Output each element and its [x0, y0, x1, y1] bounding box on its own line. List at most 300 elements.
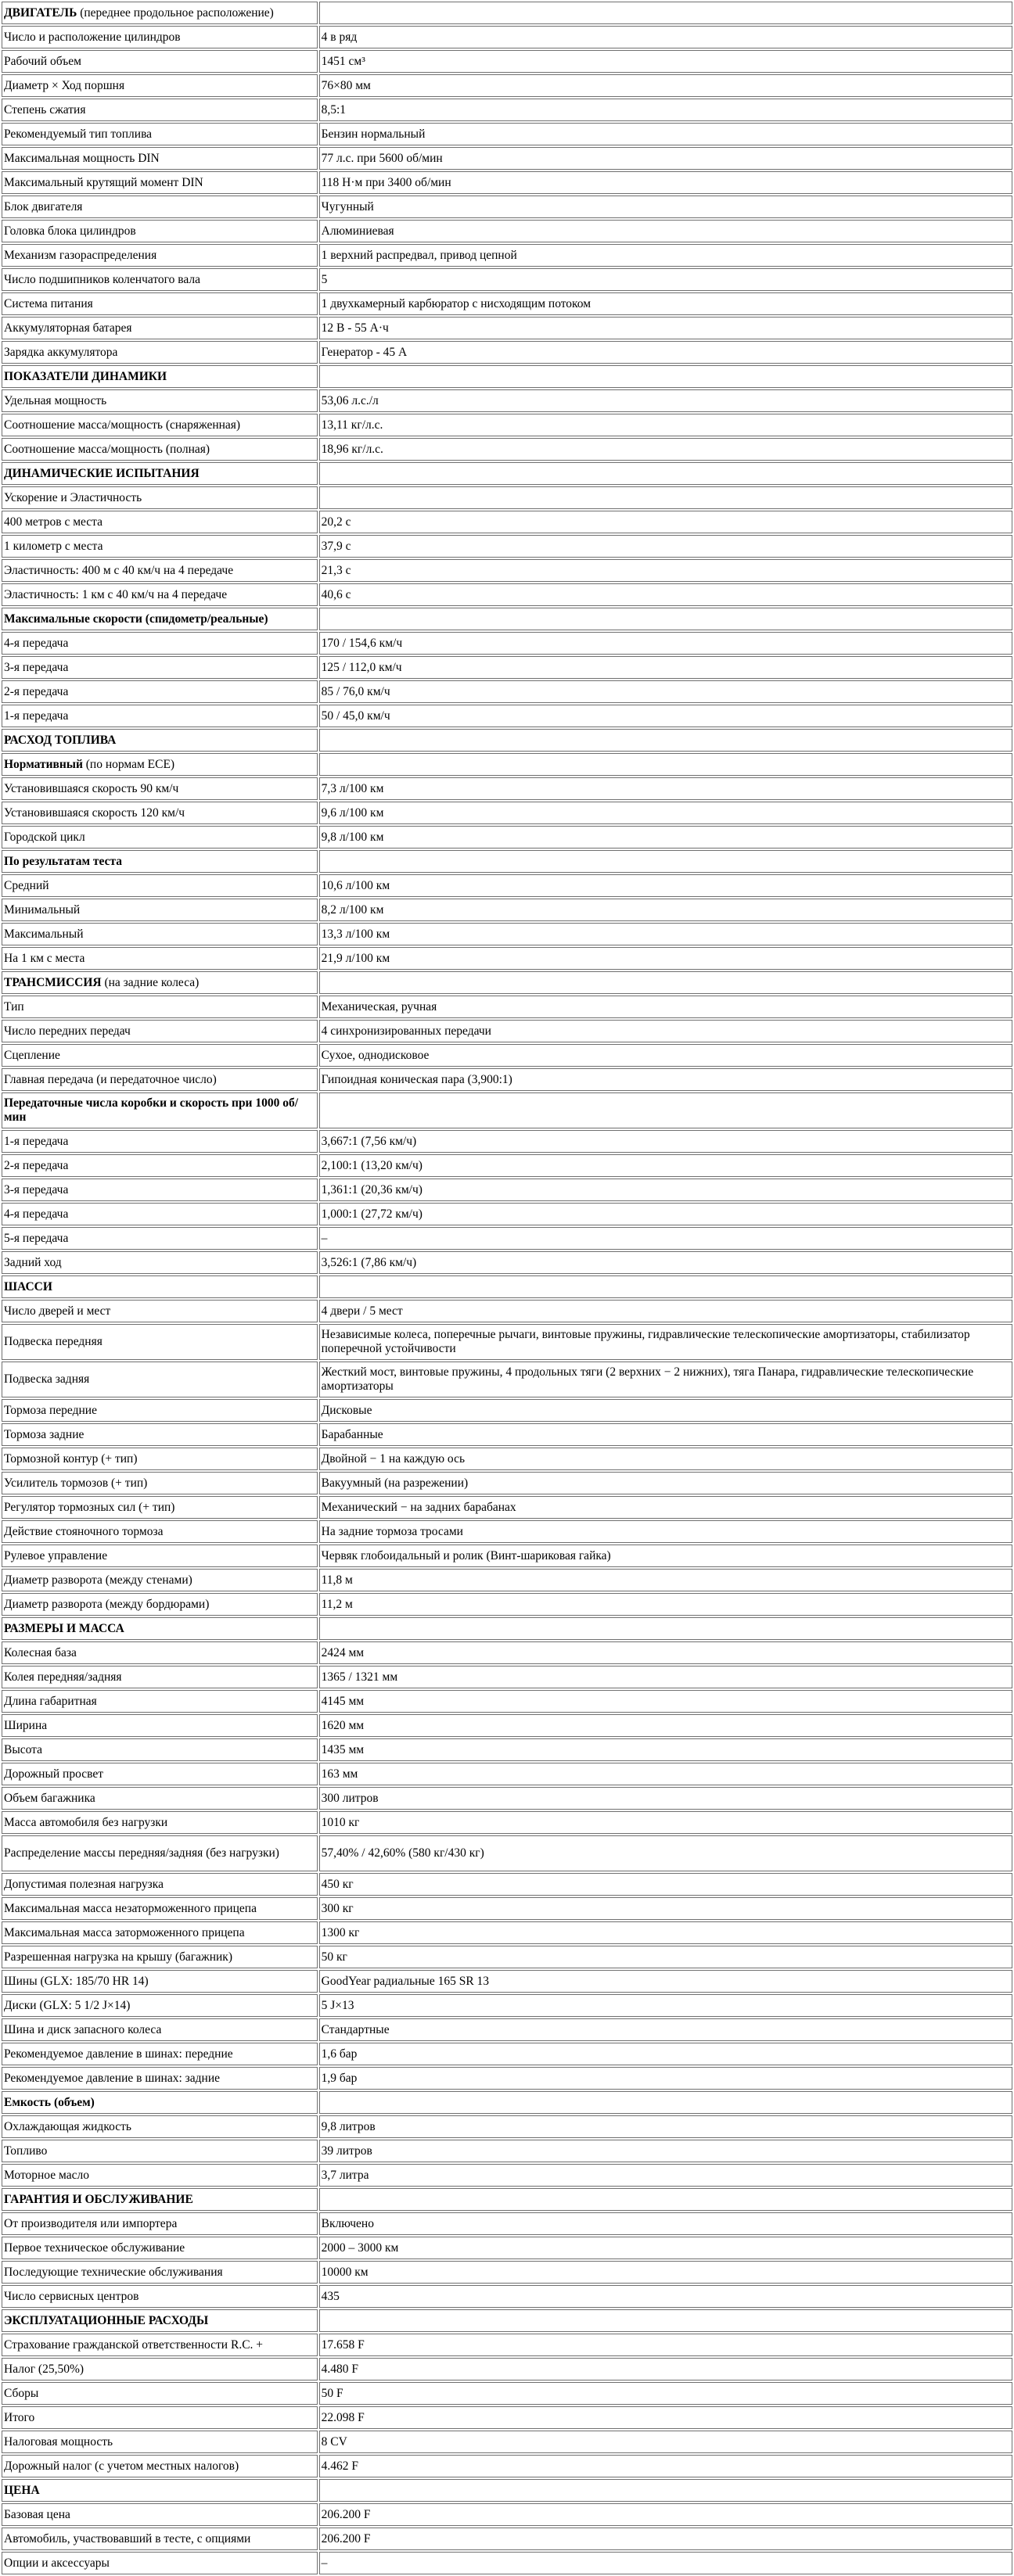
spec-value: 9,8 л/100 км [319, 826, 1012, 849]
spec-value: 4.480 F [319, 2358, 1012, 2380]
spec-value: 1,361:1 (20,36 км/ч) [319, 1179, 1012, 1201]
section-header-row [2, 2309, 1012, 2332]
spec-label: 1 километр с места [2, 535, 318, 558]
section-header-row [2, 850, 1012, 873]
spec-label: Дорожный налог (с учетом местных налогов) [2, 2455, 318, 2477]
spec-label: Сборы [2, 2382, 318, 2405]
spec-row [2, 1946, 1012, 1968]
section-title: Передаточные числа коробки и скорость при 1000 об/мин [4, 1096, 299, 1124]
spec-value: 2,100:1 (13,20 км/ч) [319, 1154, 1012, 1177]
spec-value: 450 кг [319, 1873, 1012, 1896]
spec-row [2, 244, 1012, 267]
spec-row [2, 923, 1012, 945]
spec-label: Налог (25,50%) [2, 2358, 318, 2380]
spec-row [2, 1714, 1012, 1737]
spec-label: 400 метров с места [2, 511, 318, 533]
spec-value: 4.462 F [319, 2455, 1012, 2477]
spec-label: Средний [2, 874, 318, 897]
spec-row [2, 99, 1012, 121]
spec-value: 18,96 кг/л.с. [319, 438, 1012, 461]
spec-value: 57,40% / 42,60% (580 кг/430 кг) [319, 1835, 1012, 1871]
spec-label: Последующие технические обслуживания [2, 2261, 318, 2284]
spec-label: Итого [2, 2406, 318, 2429]
spec-row [2, 220, 1012, 242]
spec-label: 2-я передача [2, 1154, 318, 1177]
section-empty-cell [319, 1617, 1012, 1640]
spec-row [2, 2431, 1012, 2453]
spec-row [2, 1873, 1012, 1896]
spec-value: 1620 мм [319, 1714, 1012, 1737]
spec-row [2, 705, 1012, 727]
spec-label: Число сервисных центров [2, 2285, 318, 2308]
spec-row [2, 2140, 1012, 2162]
spec-label: Топливо [2, 2140, 318, 2162]
spec-label: Максимальный крутящий момент DIN [2, 171, 318, 194]
spec-row [2, 1921, 1012, 1944]
section-header-cell [2, 2, 318, 24]
spec-label: Установившаяся скорость 90 км/ч [2, 777, 318, 800]
spec-label: 3-я передача [2, 1179, 318, 1201]
spec-label: Базовая цена [2, 2503, 318, 2526]
spec-value: 11,8 м [319, 1569, 1012, 1591]
spec-row [2, 2067, 1012, 2090]
spec-label: Удельная мощность [2, 389, 318, 412]
section-header-row [2, 1092, 1012, 1128]
spec-row [2, 1666, 1012, 1688]
spec-value: 7,3 л/100 км [319, 777, 1012, 800]
section-empty-cell [319, 753, 1012, 776]
spec-row [2, 826, 1012, 849]
spec-value: Стандартные [319, 2018, 1012, 2041]
section-header-cell [2, 1275, 318, 1298]
spec-label: Диаметр разворота (между бордюрами) [2, 1593, 318, 1616]
spec-row [2, 777, 1012, 800]
section-title: Емкость (объем) [4, 2095, 95, 2109]
spec-row [2, 2261, 1012, 2284]
spec-value: Сухое, однодисковое [319, 1044, 1012, 1067]
spec-value: 4145 мм [319, 1690, 1012, 1713]
spec-value: 300 кг [319, 1897, 1012, 1920]
spec-row [2, 1324, 1012, 1360]
spec-value: GoodYear радиальные 165 SR 13 [319, 1970, 1012, 1993]
spec-value: Генератор - 45 А [319, 341, 1012, 364]
spec-value: 5 [319, 268, 1012, 291]
spec-value: 8,5:1 [319, 99, 1012, 121]
spec-label: Регулятор тормозных сил (+ тип) [2, 1496, 318, 1519]
spec-row [2, 2382, 1012, 2405]
spec-row [2, 74, 1012, 97]
spec-row [2, 1787, 1012, 1810]
spec-row [2, 899, 1012, 921]
spec-label: Налоговая мощность [2, 2431, 318, 2453]
spec-value: Двойной − 1 на каждую ось [319, 1448, 1012, 1470]
spec-value: Гипоидная коническая пара (3,900:1) [319, 1068, 1012, 1091]
spec-label: Тормоза задние [2, 1423, 318, 1446]
section-header-row [2, 2188, 1012, 2211]
spec-value: Барабанные [319, 1423, 1012, 1446]
section-empty-cell [319, 365, 1012, 388]
spec-value: 2000 – 3000 км [319, 2237, 1012, 2259]
spec-label: Степень сжатия [2, 99, 318, 121]
spec-label: Диаметр × Ход поршня [2, 74, 318, 97]
spec-value: Бензин нормальный [319, 123, 1012, 145]
section-title: ЦЕНА [4, 2483, 40, 2497]
spec-row [2, 632, 1012, 655]
spec-row [2, 1130, 1012, 1153]
spec-row [2, 1994, 1012, 2017]
spec-row [2, 1835, 1012, 1871]
spec-label: Городской цикл [2, 826, 318, 849]
spec-value: 3,7 литра [319, 2164, 1012, 2187]
spec-label: Тормоза передние [2, 1399, 318, 1422]
spec-row [2, 1496, 1012, 1519]
spec-row [2, 2212, 1012, 2235]
section-empty-cell [319, 850, 1012, 873]
spec-row [2, 1569, 1012, 1591]
spec-value: 2424 мм [319, 1641, 1012, 1664]
spec-label: Главная передача (и передаточное число) [2, 1068, 318, 1091]
spec-label: От производителя или импортера [2, 2212, 318, 2235]
spec-row [2, 2237, 1012, 2259]
spec-value: Вакуумный (на разрежении) [319, 1472, 1012, 1494]
spec-value: Механический − на задних барабанах [319, 1496, 1012, 1519]
section-header-cell [2, 462, 318, 485]
spec-value: На задние тормоза тросами [319, 1520, 1012, 1543]
section-header-row [2, 2091, 1012, 2114]
spec-value: 13,11 кг/л.с. [319, 414, 1012, 436]
spec-row [2, 2285, 1012, 2308]
spec-row [2, 1044, 1012, 1067]
spec-label: 1-я передача [2, 1130, 318, 1153]
section-header-cell [2, 2309, 318, 2332]
spec-label: Шины (GLX: 185/70 HR 14) [2, 1970, 318, 1993]
spec-label: Эластичность: 400 м с 40 км/ч на 4 передаче [2, 559, 318, 582]
spec-label: 3-я передача [2, 656, 318, 679]
spec-row [2, 583, 1012, 606]
spec-label: Высота [2, 1738, 318, 1761]
spec-value: 3,667:1 (7,56 км/ч) [319, 1130, 1012, 1153]
section-header-cell [2, 365, 318, 388]
section-empty-cell [319, 2479, 1012, 2502]
spec-row [2, 1179, 1012, 1201]
spec-value: 20,2 с [319, 511, 1012, 533]
spec-row [2, 874, 1012, 897]
spec-label: Механизм газораспределения [2, 244, 318, 267]
spec-label: Рекомендуемое давление в шинах: задние [2, 2067, 318, 2090]
spec-label: 4-я передача [2, 632, 318, 655]
spec-value: 170 / 154,6 км/ч [319, 632, 1012, 655]
spec-label: Число передних передач [2, 1020, 318, 1042]
spec-row [2, 389, 1012, 412]
section-title: ШАССИ [4, 1279, 52, 1293]
spec-value: 21,3 с [319, 559, 1012, 582]
spec-value: 4 синхронизированных передачи [319, 1020, 1012, 1042]
spec-row [2, 2528, 1012, 2550]
section-header-cell [2, 971, 318, 994]
spec-value: 13,3 л/100 км [319, 923, 1012, 945]
section-header-cell [2, 850, 318, 873]
spec-value: 11,2 м [319, 1593, 1012, 1616]
spec-label: Минимальный [2, 899, 318, 921]
section-empty-cell [319, 2309, 1012, 2332]
spec-label: Страхование гражданской ответственности R.C. + [2, 2334, 318, 2356]
section-title: РАЗМЕРЫ И МАССА [4, 1621, 124, 1635]
spec-label: Тип [2, 996, 318, 1018]
section-empty-cell [319, 2091, 1012, 2114]
spec-value: 17.658 F [319, 2334, 1012, 2356]
spec-label: 2-я передача [2, 680, 318, 703]
section-header-cell [2, 2479, 318, 2502]
spec-row [2, 50, 1012, 73]
spec-row [2, 196, 1012, 218]
section-header-row [2, 2479, 1012, 2502]
section-title: Нормативный [4, 757, 83, 771]
spec-row [2, 1811, 1012, 1834]
spec-value: 77 л.с. при 5600 об/мин [319, 147, 1012, 170]
spec-row [2, 123, 1012, 145]
spec-row [2, 1020, 1012, 1042]
section-empty-cell [319, 2188, 1012, 2211]
spec-label: Колея передняя/задняя [2, 1666, 318, 1688]
spec-value: 1365 / 1321 мм [319, 1666, 1012, 1688]
spec-row [2, 2018, 1012, 2041]
spec-row [2, 268, 1012, 291]
spec-row [2, 2455, 1012, 2477]
section-header-row [2, 753, 1012, 776]
spec-value: 50 кг [319, 1946, 1012, 1968]
spec-row [2, 1203, 1012, 1225]
specifications-body [2, 2, 1012, 2574]
spec-value: 22.098 F [319, 2406, 1012, 2429]
spec-row [2, 1068, 1012, 1091]
section-header-row [2, 1617, 1012, 1640]
spec-row [2, 1763, 1012, 1785]
spec-value: 9,6 л/100 км [319, 802, 1012, 824]
spec-value: Независимые колеса, поперечные рычаги, винтовые пружины, гидравлические телескопические амортизаторы, стабилизатор поперечной устойчивости [319, 1324, 1012, 1360]
spec-row [2, 2503, 1012, 2526]
section-header-cell [2, 1617, 318, 1640]
spec-value: 12 В - 55 А·ч [319, 317, 1012, 339]
spec-row [2, 171, 1012, 194]
spec-value: 21,9 л/100 км [319, 947, 1012, 970]
section-title: ТРАНСМИССИЯ [4, 975, 102, 989]
section-header-cell [2, 729, 318, 752]
spec-label: Сцепление [2, 1044, 318, 1067]
spec-value: 50 / 45,0 км/ч [319, 705, 1012, 727]
spec-row [2, 1154, 1012, 1177]
spec-value: 3,526:1 (7,86 км/ч) [319, 1251, 1012, 1274]
spec-label: Тормозной контур (+ тип) [2, 1448, 318, 1470]
section-title: ДВИГАТЕЛЬ [4, 5, 77, 20]
spec-label: 5-я передача [2, 1227, 318, 1250]
spec-label: Диаметр разворота (между стенами) [2, 1569, 318, 1591]
spec-label: Диски (GLX: 5 1/2 J×14) [2, 1994, 318, 2017]
spec-value: 163 мм [319, 1763, 1012, 1785]
spec-label: Шина и диск запасного колеса [2, 2018, 318, 2041]
spec-row [2, 1472, 1012, 1494]
spec-value: 9,8 литров [319, 2115, 1012, 2138]
spec-value: 50 F [319, 2382, 1012, 2405]
section-title: РАСХОД ТОПЛИВА [4, 733, 117, 747]
spec-label: Дорожный просвет [2, 1763, 318, 1785]
section-empty-cell [319, 2, 1012, 24]
section-note: (на задние колеса) [101, 975, 200, 989]
section-header-row [2, 729, 1012, 752]
spec-row [2, 2043, 1012, 2065]
section-header-row [2, 608, 1012, 630]
section-header-cell [2, 2188, 318, 2211]
spec-label: Допустимая полезная нагрузка [2, 1873, 318, 1896]
spec-label: Аккумуляторная батарея [2, 317, 318, 339]
spec-value: 435 [319, 2285, 1012, 2308]
spec-label: Рекомендуемый тип топлива [2, 123, 318, 145]
spec-value: Чугунный [319, 196, 1012, 218]
spec-label: Автомобиль, участвовавший в тесте, с опциями [2, 2528, 318, 2550]
spec-row [2, 1251, 1012, 1274]
section-header-row [2, 365, 1012, 388]
spec-row [2, 2164, 1012, 2187]
spec-row [2, 1641, 1012, 1664]
spec-row [2, 2406, 1012, 2429]
spec-row [2, 559, 1012, 582]
spec-label: Действие стояночного тормоза [2, 1520, 318, 1543]
spec-value: 10,6 л/100 км [319, 874, 1012, 897]
section-empty-cell [319, 729, 1012, 752]
spec-label: Ускорение и Эластичность [2, 486, 318, 509]
spec-label: Головка блока цилиндров [2, 220, 318, 242]
spec-row [2, 802, 1012, 824]
spec-row [2, 535, 1012, 558]
spec-value: 85 / 76,0 км/ч [319, 680, 1012, 703]
spec-label: Эластичность: 1 км с 40 км/ч на 4 передаче [2, 583, 318, 606]
spec-label: Длина габаритная [2, 1690, 318, 1713]
spec-row [2, 414, 1012, 436]
spec-label: Рабочий объем [2, 50, 318, 73]
spec-row [2, 438, 1012, 461]
spec-row [2, 2334, 1012, 2356]
section-empty-cell [319, 1275, 1012, 1298]
spec-label: На 1 км с места [2, 947, 318, 970]
spec-label: Максимальная мощность DIN [2, 147, 318, 170]
spec-row [2, 1399, 1012, 1422]
spec-value: 5 J×13 [319, 1994, 1012, 2017]
spec-value: 1,9 бар [319, 2067, 1012, 2090]
section-empty-cell [319, 971, 1012, 994]
spec-row [2, 1897, 1012, 1920]
spec-label: Система питания [2, 292, 318, 315]
spec-value: 1 верхний распредвал, привод цепной [319, 244, 1012, 267]
spec-value: 40,6 с [319, 583, 1012, 606]
spec-label: Распределение массы передняя/задняя (без нагрузки) [2, 1835, 318, 1871]
spec-row [2, 511, 1012, 533]
spec-label: 4-я передача [2, 1203, 318, 1225]
spec-value: 1451 см³ [319, 50, 1012, 73]
section-empty-cell [319, 462, 1012, 485]
spec-row [2, 1593, 1012, 1616]
spec-value: 1,6 бар [319, 2043, 1012, 2065]
section-header-row [2, 971, 1012, 994]
spec-value: 125 / 112,0 км/ч [319, 656, 1012, 679]
section-title: По результатам теста [4, 854, 123, 868]
spec-value: 1,000:1 (27,72 км/ч) [319, 1203, 1012, 1225]
spec-row [2, 680, 1012, 703]
spec-value: 1435 мм [319, 1738, 1012, 1761]
spec-label: Масса автомобиля без нагрузки [2, 1811, 318, 1834]
spec-row [2, 26, 1012, 48]
spec-value: Включено [319, 2212, 1012, 2235]
spec-value: 300 литров [319, 1787, 1012, 1810]
spec-value: Червяк глобоидальный и ролик (Винт-шариковая гайка) [319, 1545, 1012, 1567]
spec-value: 10000 км [319, 2261, 1012, 2284]
section-header-cell [2, 1092, 318, 1128]
spec-label: Максимальный [2, 923, 318, 945]
spec-row [2, 317, 1012, 339]
spec-row [2, 996, 1012, 1018]
spec-value: – [319, 2552, 1012, 2574]
spec-value: 1010 кг [319, 1811, 1012, 1834]
section-empty-cell [319, 608, 1012, 630]
spec-value: 4 двери / 5 мест [319, 1300, 1012, 1322]
spec-value: 8,2 л/100 км [319, 899, 1012, 921]
spec-label: Соотношение масса/мощность (полная) [2, 438, 318, 461]
spec-row [2, 1227, 1012, 1250]
spec-value: – [319, 1227, 1012, 1250]
spec-label: Моторное масло [2, 2164, 318, 2187]
spec-row [2, 486, 1012, 509]
spec-value: 4 в ряд [319, 26, 1012, 48]
spec-label: Первое техническое обслуживание [2, 2237, 318, 2259]
spec-row [2, 292, 1012, 315]
spec-label: Подвеска задняя [2, 1362, 318, 1397]
section-header-cell [2, 608, 318, 630]
spec-value: 1 двухкамерный карбюратор с нисходящим потоком [319, 292, 1012, 315]
spec-value: Дисковые [319, 1399, 1012, 1422]
spec-row [2, 1690, 1012, 1713]
spec-label: Блок двигателя [2, 196, 318, 218]
spec-row [2, 1362, 1012, 1397]
section-title: ГАРАНТИЯ И ОБСЛУЖИВАНИЕ [4, 2192, 193, 2206]
spec-value: 39 литров [319, 2140, 1012, 2162]
section-note: (по нормам ЕСЕ) [82, 757, 175, 771]
spec-value: 206.200 F [319, 2503, 1012, 2526]
spec-label: Задний ход [2, 1251, 318, 1274]
spec-value: 1300 кг [319, 1921, 1012, 1944]
spec-label: Установившаяся скорость 120 км/ч [2, 802, 318, 824]
spec-label: Подвеска передняя [2, 1324, 318, 1360]
spec-label: Рекомендуемое давление в шинах: передние [2, 2043, 318, 2065]
spec-value: 37,9 с [319, 535, 1012, 558]
section-header-row [2, 462, 1012, 485]
spec-value: 76×80 мм [319, 74, 1012, 97]
spec-value: Механическая, ручная [319, 996, 1012, 1018]
spec-label: Опции и аксессуары [2, 2552, 318, 2574]
spec-row [2, 147, 1012, 170]
spec-label: Объем багажника [2, 1787, 318, 1810]
spec-value: 206.200 F [319, 2528, 1012, 2550]
spec-value: 118 Н·м при 3400 об/мин [319, 171, 1012, 194]
spec-row [2, 1423, 1012, 1446]
spec-value: Жесткий мост, винтовые пружины, 4 продольных тяги (2 верхних − 2 нижних), тяга Панара, гидравлические телескопические амортизаторы [319, 1362, 1012, 1397]
spec-row [2, 656, 1012, 679]
spec-label: Максимальная масса заторможенного прицепа [2, 1921, 318, 1944]
spec-label: Зарядка аккумулятора [2, 341, 318, 364]
spec-label: Максимальная масса незаторможенного прицепа [2, 1897, 318, 1920]
spec-row [2, 1520, 1012, 1543]
section-header-row [2, 2, 1012, 24]
spec-label: 1-я передача [2, 705, 318, 727]
spec-row [2, 1738, 1012, 1761]
spec-label: Соотношение масса/мощность (снаряженная) [2, 414, 318, 436]
